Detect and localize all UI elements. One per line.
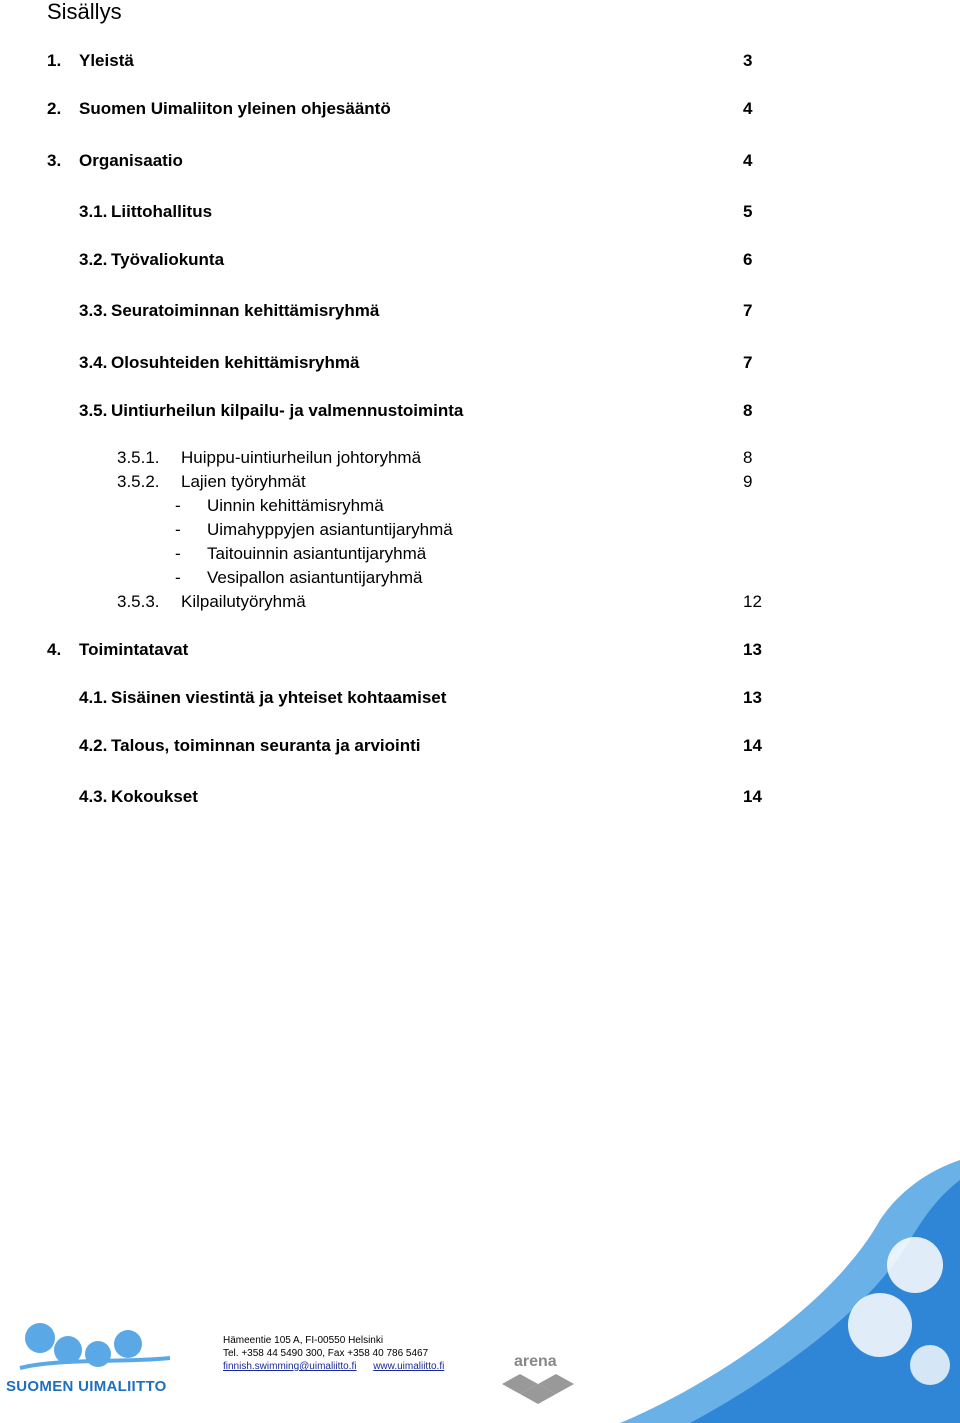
- toc-text: Yleistä: [79, 51, 134, 70]
- waterpolo-icon: [910, 1345, 950, 1385]
- toc-text: Kilpailutyöryhmä: [181, 592, 306, 611]
- toc-text: Uimahyppyjen asiantuntijaryhmä: [207, 520, 453, 539]
- swimmer-icon: [799, 1179, 871, 1251]
- toc-page: 8: [743, 448, 753, 467]
- footer-email-link[interactable]: finnish.swimming@uimaliitto.fi: [223, 1361, 357, 1372]
- toc-number: 3.5.3.: [117, 592, 160, 611]
- toc-text: Taitouinnin asiantuntijaryhmä: [207, 544, 427, 563]
- toc-text: Uinnin kehittämisryhmä: [207, 496, 384, 515]
- toc-page: 13: [743, 688, 762, 707]
- toc-page: 4: [743, 99, 753, 118]
- toc-page: 7: [743, 301, 753, 320]
- footer-phone: Tel. +358 44 5490 300, Fax +358 40 786 5467: [223, 1348, 429, 1359]
- toc-number: 3.: [47, 151, 62, 170]
- toc-number: 1.: [47, 51, 62, 70]
- toc-number: 3.5.2.: [117, 472, 160, 491]
- toc-number: 3.4.: [79, 353, 108, 372]
- toc-text: Kokoukset: [111, 787, 198, 806]
- toc-text: Suomen Uimaliiton yleinen ohjesääntö: [79, 99, 391, 118]
- toc-number: 4.3.: [79, 787, 108, 806]
- toc-page: 8: [743, 401, 753, 420]
- toc-number: 2.: [47, 99, 62, 118]
- footer-web-link[interactable]: www.uimaliitto.fi: [373, 1361, 445, 1372]
- toc-bullet: -: [175, 568, 181, 587]
- toc-text: Toimintatavat: [79, 640, 189, 659]
- arena-logo: [500, 1350, 580, 1405]
- toc-bullet: -: [175, 544, 181, 563]
- toc-text: Vesipallon asiantuntijaryhmä: [207, 568, 423, 587]
- toc-page: 6: [743, 250, 753, 269]
- toc-page: 4: [743, 151, 753, 170]
- toc-text: Uintiurheilun kilpailu- ja valmennustoiminta: [111, 401, 464, 420]
- toc-page: 13: [743, 640, 762, 659]
- toc-text: Organisaatio: [79, 151, 183, 170]
- toc-page: 14: [743, 736, 762, 755]
- toc-number: 3.5.: [79, 401, 108, 420]
- toc-number: 3.2.: [79, 250, 108, 269]
- toc-page: 9: [743, 472, 753, 491]
- uimaliitto-logo: [0, 1318, 180, 1378]
- toc-bullet: -: [175, 496, 181, 515]
- toc-text: Seuratoiminnan kehittämisryhmä: [111, 301, 380, 320]
- toc-text: Huippu-uintiurheilun johtoryhmä: [181, 448, 422, 467]
- toc-text: Olosuhteiden kehittämisryhmä: [111, 353, 360, 372]
- logo-text: SUOMEN UIMALIITTO: [6, 1378, 167, 1395]
- toc-number: 3.3.: [79, 301, 108, 320]
- synchro-icon: [848, 1293, 912, 1357]
- toc-text: Sisäinen viestintä ja yhteiset kohtaamiset: [111, 688, 447, 707]
- toc-text: Työvaliokunta: [111, 250, 225, 269]
- footer-address: Hämeentie 105 A, FI-00550 Helsinki: [223, 1335, 384, 1346]
- toc-page: 7: [743, 353, 753, 372]
- toc-text: Talous, toiminnan seuranta ja arviointi: [111, 736, 421, 755]
- footer-contact: [223, 1334, 444, 1373]
- toc-page: 3: [743, 51, 753, 70]
- toc-page: 12: [743, 592, 762, 611]
- diver-icon: [887, 1237, 943, 1293]
- toc-text: Liittohallitus: [111, 202, 213, 221]
- toc-page: 5: [743, 202, 753, 221]
- toc-page: 14: [743, 787, 762, 806]
- toc-text: Lajien työryhmät: [181, 472, 306, 491]
- toc-number: 4.1.: [79, 688, 108, 707]
- toc-number: 4.: [47, 640, 62, 659]
- arena-wordmark: arena: [514, 1353, 557, 1370]
- page-title: Sisällys: [47, 0, 122, 24]
- toc-number: 3.5.1.: [117, 448, 160, 467]
- toc-number: 3.1.: [79, 202, 108, 221]
- wave-graphic: [580, 1160, 960, 1423]
- toc-number: 4.2.: [79, 736, 108, 755]
- toc-bullet: -: [175, 520, 181, 539]
